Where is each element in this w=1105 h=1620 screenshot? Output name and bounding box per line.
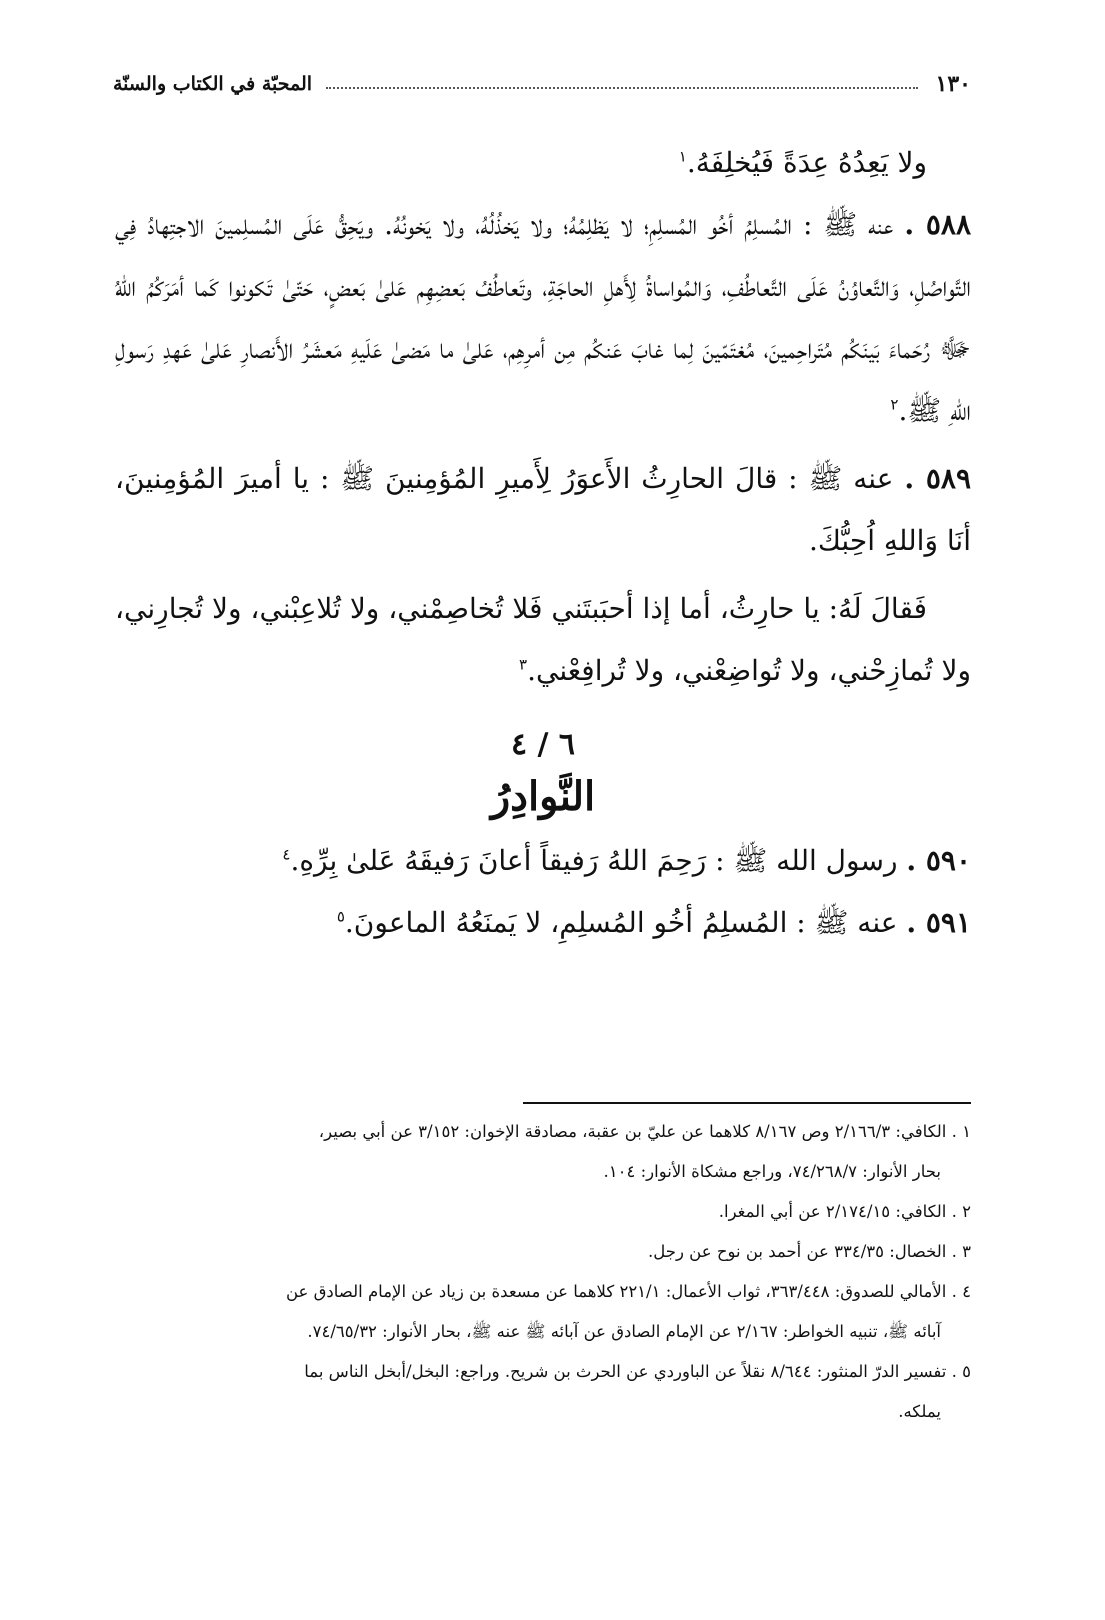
footnote-ref: ٣ [519,655,528,674]
hadith-590 [115,830,971,892]
footnote-number: ٢ . [951,1202,971,1221]
hadith-text: عنه ﷺ : قالَ الحارِثُ الأَعوَرُ لِأَميرِ المُؤمِنينَ ﷺ : يا أميرَ المُؤمِنينَ، أنَا وَاللهِ اُحِبُّكَ. [115,462,971,557]
footnote-ref: ٢ [890,395,899,414]
hadith-number: ٥٩٠ . [906,844,971,877]
hadith-text: عنه ﷺ : المُسلِمُ أخُو المُسلِمِ؛ لا يَظلِمُهُ؛ ولا يَخذُلُهُ، ولا يَخونُهُ. ويَحِقُّ عَلَى المُسلِمينَ الاجتِهادُ فِي التَّواصُلِ، وَالتَّعاوُنُ عَلَى التَّعاطُفِ، وَالمُواساةُ لِأَهلِ الحاجَةِ، وتَعاطُفُ بَعضِهِم عَلىٰ بَعضٍ، حَتّىٰ تَكونوا كَما أمَرَكُمُ اللهُ ﷻ رُحَماءَ بَينَكُم مُتَراحِمينَ، مُغتَمّينَ لِما غابَ عَنكُم مِن أمرِهِم، عَلىٰ ما مَضىٰ عَلَيهِ مَعشَرُ الأَنصارِ عَلىٰ عَهدِ رَسولِ اللهِ ﷺ. [115,208,971,427]
hadith-591 [115,892,971,954]
footnote-ref: ٥ [336,907,345,926]
footnote-3: ٣ . الخصال: ٣٣٤/٣٥ عن أحمد بن نوح عن رجل. [648,1242,971,1261]
footnote-ref: ٤ [282,845,291,864]
hadith-text: رسول الله ﷺ : رَحِمَ اللهُ رَفيقاً أعانَ رَفيقَهُ عَلىٰ بِرِّهِ. [290,844,898,877]
footnote-number: ٤ . [951,1282,971,1301]
hadith-number: ٥٩١ . [906,906,971,939]
hadith-number: ٥٨٨ . [904,208,972,241]
footnote-number: ٥ . [951,1362,971,1381]
running-title: المحبّة في الكتاب والسنّة [113,73,313,95]
footnote-1: ١ . الكافي: ٢/١٦٦/٣ وص ٨/١٦٧ كلاهما عن عليّ بن عقبة، مصادقة الإخوان: ٣/١٥٢ عن أبي بصير، بحار الأنوار: ٧٤/٢٦٨/٧، وراجع مشكاة الأنوار: ١٠٤. [318,1122,971,1181]
footnote-number: ١ . [951,1122,971,1141]
continuation-line: ولا يَعِدُهُ عِدَةً فَيُخلِفَهُ.$^١$ [678,146,927,179]
main-text [115,132,971,954]
footnote-2: ٢ . الكافي: ٢/١٧٤/١٥ عن أبي المغرا. [718,1202,971,1221]
hadith-text: عنه ﷺ : المُسلِمُ أخُو المُسلِمِ، لا يَمنَعُهُ الماعونَ. [344,906,898,939]
footnote-4: ٤ . الأمالي للصدوق: ٣٦٣/٤٤٨، ثواب الأعمال: ٢٢١/١ كلاهما عن مسعدة بن زياد عن الإمام الصادق عن آبائه ﷺ، تنبيه الخواطر: ٢/١٦٧ عن الإمام الصادق عن آبائه ﷺ عنه ﷺ، بحار الأنوار: ٧٤/٦٥/٣٢. [285,1282,971,1341]
section-heading [115,722,971,826]
running-header [113,64,971,104]
footnote-5: ٥ . تفسير الدرّ المنثور: ٨/٦٤٤ نقلاً عن الباوردي عن الحرث بن شريح. وراجع: البخل/أبخل الناس بما يملكه. [304,1362,971,1421]
footnote-separator [523,1102,971,1104]
section-title: النَّوادِرُ [490,773,596,820]
footnote-ref: ١ [678,147,687,166]
footnotes [115,1112,971,1432]
header-dotted-leader [326,87,917,89]
page-number: ١٣٠ [935,71,971,97]
hadith-589 [115,448,971,572]
footnote-number: ٣ . [951,1242,971,1261]
hadith-number: ٥٨٩ . [904,462,971,495]
hadith-589-reply: فَقالَ لَهُ: يا حارِثُ، أما إذا أحبَبتَني فَلا تُخاصِمْني، ولا تُلاعِبْني، ولا تُجارِني، ولا تُمازِحْني، ولا تُواضِعْني، ولا تُرافِعْني.$^٣$ [115,592,971,687]
section-number: ٦ / ٤ [510,727,576,762]
hadith-588 [115,194,971,442]
